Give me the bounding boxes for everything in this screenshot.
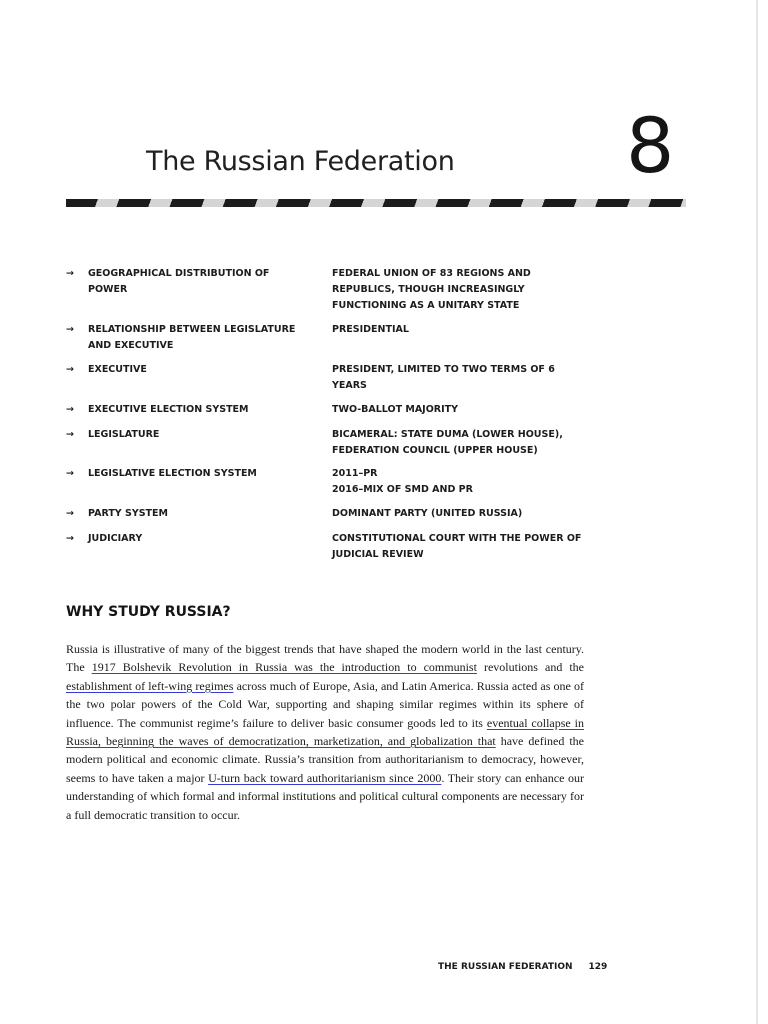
summary-value: BICAMERAL: STATE DUMA (LOWER HOUSE), FEDERATION COUNCIL (UPPER HOUSE)	[332, 429, 563, 456]
section-heading: WHY STUDY RUSSIA?	[66, 604, 231, 620]
summary-value: FEDERAL UNION OF 83 REGIONS AND REPUBLICS, THOUGH INCREASINGLY FUNCTIONING AS A UNITARY STATE	[332, 268, 531, 311]
arrow-icon: →	[66, 429, 74, 440]
arrow-icon: →	[66, 268, 74, 279]
underlined-text: establishment of left-wing regimes	[66, 678, 234, 693]
summary-label: RELATIONSHIP BETWEEN LEGISLATURE AND EXECUTIVE	[88, 324, 296, 351]
summary-label: LEGISLATURE	[88, 429, 160, 440]
body-paragraph: Russia is illustrative of many of the biggest trends that have shaped the modern world in the last century. The 1917 Bolshevik Revolution in Russia was the introduction to communist revolutions and the establishment of left-wing regimes across much of Europe, Asia, and Latin America. Russia acted as one of the two polar powers of the Cold War, supporting and shaping similar regimes within its sphere of influence. The communist regime’s failure to deliver basic consumer goods led to its eventual collapse in Russia, beginning the waves of democratization, marketization, and globalization that have defined the modern political and economic climate. Russia’s transition from authoritarianism to democracy, however, seems to have taken a major U-turn back toward authoritarianism since 2000. Their story can enhance our understanding of which formal and informal institutions and political cultural components are necessary for a full democratic transition to occur.	[66, 642, 585, 822]
chapter-title: The Russian Federation	[146, 146, 455, 177]
page-number: 129	[588, 962, 608, 972]
summary-label: PARTY SYSTEM	[88, 508, 168, 519]
decorative-stripe-divider	[66, 199, 686, 207]
summary-value: PRESIDENTIAL	[332, 324, 409, 335]
page-edge	[756, 0, 758, 1024]
arrow-icon: →	[66, 404, 74, 415]
arrow-icon: →	[66, 468, 74, 479]
arrow-icon: →	[66, 508, 74, 519]
arrow-icon: →	[66, 364, 74, 375]
summary-value: 2011–PR 2016–MIX OF SMD AND PR	[332, 468, 473, 495]
summary-value: PRESIDENT, LIMITED TO TWO TERMS OF 6 YEARS	[332, 364, 555, 391]
summary-label: JUDICIARY	[88, 533, 143, 544]
underlined-text: eventual collapse in Russia, beginning the waves of democratization, marketization, and globalization that	[66, 715, 584, 749]
underlined-text: 1917 Bolshevik Revolution in Russia was the introduction to communist	[91, 660, 477, 675]
arrow-icon: →	[66, 324, 74, 335]
summary-value: DOMINANT PARTY (UNITED RUSSIA)	[332, 508, 523, 519]
chapter-number: 8	[626, 101, 675, 190]
underlined-text: U-turn back toward authoritarianism since 2000	[208, 770, 442, 785]
summary-label: EXECUTIVE	[88, 364, 147, 375]
summary-label: LEGISLATIVE ELECTION SYSTEM	[88, 468, 257, 479]
running-title: THE RUSSIAN FEDERATION	[438, 962, 573, 972]
summary-label: GEOGRAPHICAL DISTRIBUTION OF POWER	[88, 268, 270, 295]
arrow-icon: →	[66, 533, 74, 544]
summary-value: TWO-BALLOT MAJORITY	[332, 404, 459, 415]
page-footer	[438, 962, 607, 972]
summary-value: CONSTITUTIONAL COURT WITH THE POWER OF JUDICIAL REVIEW	[332, 533, 582, 560]
summary-label: EXECUTIVE ELECTION SYSTEM	[88, 404, 249, 415]
